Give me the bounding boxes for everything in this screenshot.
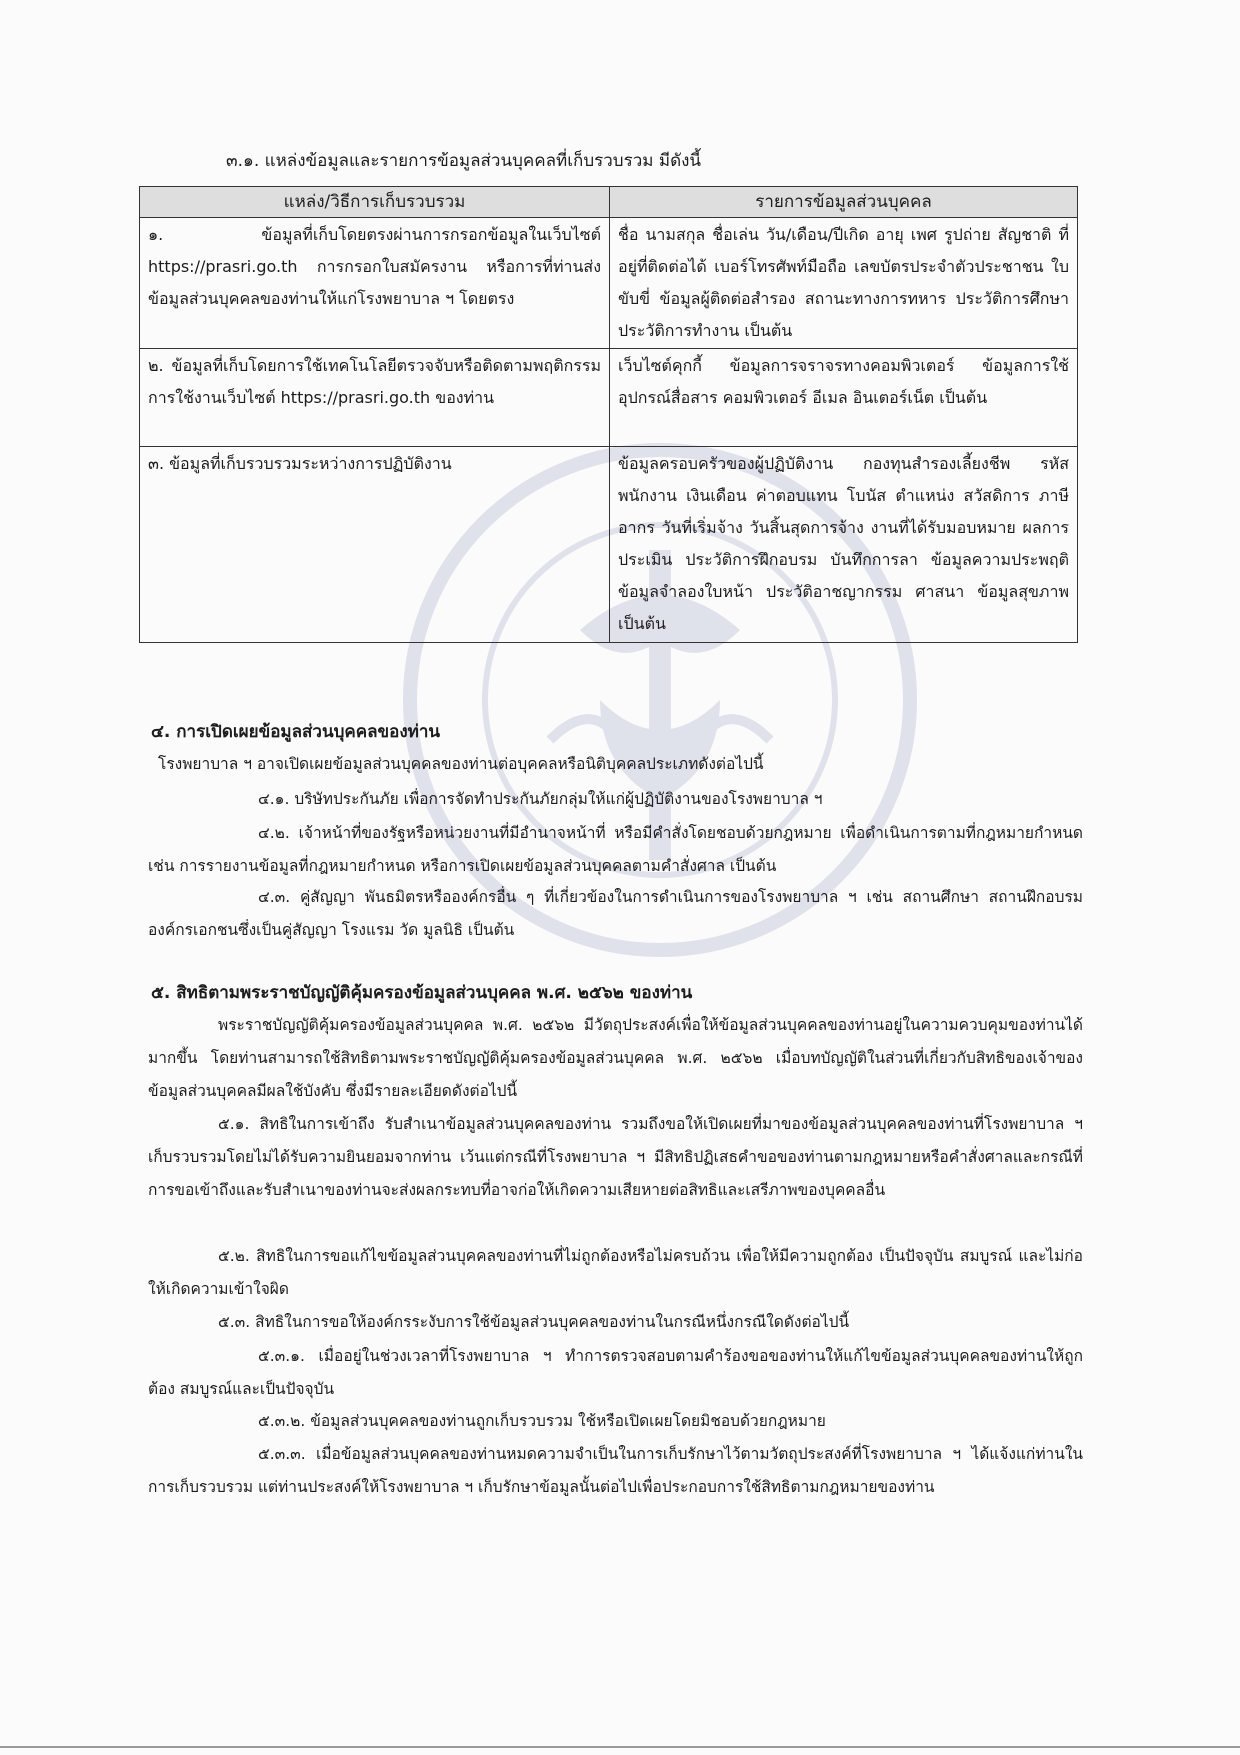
section-5-item-2: ๕.๒. สิทธิในการขอแก้ไขข้อมูลส่วนบุคคลของท่านที่ไม่ถูกต้องหรือไม่ครบถ้วน เพื่อให้มีความถูกต้อง เป็นปัจจุบัน สมบูรณ์ และไม่ก่อให้เกิดความเข้าใจผิด bbox=[148, 1247, 1083, 1298]
section-4-item-3: ๔.๓. คู่สัญญา พันธมิตรหรือองค์กรอื่น ๆ ที่เกี่ยวข้องในการดำเนินการของโรงพยาบาล ฯ เช่น สถานศึกษา สถานฝึกอบรม องค์กรเอกชนซึ่งเป็นคู่สัญญา โรงแรม วัด มูลนิธิ เป็นต้น bbox=[148, 888, 1083, 939]
table-header-row bbox=[140, 187, 1078, 218]
table-cell-source: ๓. ข้อมูลที่เก็บรวบรวมระหว่างการปฏิบัติงาน bbox=[140, 447, 610, 643]
table-cell-items: ข้อมูลครอบครัวของผู้ปฏิบัติงาน กองทุนสำรองเลี้ยงชีพ รหัสพนักงาน เงินเดือน ค่าตอบแทน โบนัส ตำแหน่ง สวัสดิการ ภาษีอากร วันที่เริ่มจ้าง วันสิ้นสุดการจ้าง งานที่ได้รับมอบหมาย ผลการประเมิน ประวัติการฝึกอบรม บันทึกการลา ข้อมูลความประพฤติ ข้อมูลจำลองใบหน้า ประวัติอาชญากรรม ศาสนา ข้อมูลสุขภาพ เป็นต้น bbox=[610, 447, 1078, 643]
section-5-intro: พระราชบัญญัติคุ้มครองข้อมูลส่วนบุคคล พ.ศ. ๒๕๖๒ มีวัตถุประสงค์เพื่อให้ข้อมูลส่วนบุคคลของท่านอยู่ในความควบคุมของท่านได้มากขึ้น โดยท่านสามารถใช้สิทธิตามพระราชบัญญัติคุ้มครองข้อมูลส่วนบุคคล พ.ศ. ๒๕๖๒ เมื่อบทบัญญัติในส่วนที่เกี่ยวกับสิทธิของเจ้าของข้อมูลส่วนบุคคลมีผลใช้บังคับ ซึ่งมีรายละเอียดดังต่อไปนี้ bbox=[148, 1016, 1083, 1100]
section-5-title: ๕. สิทธิตามพระราชบัญญัติคุ้มครองข้อมูลส่วนบุคคล พ.ศ. ๒๕๖๒ ของท่าน bbox=[151, 983, 693, 1003]
table-header-source: แหล่ง/วิธีการเก็บรวบรวม bbox=[140, 187, 610, 218]
section-5-item-3-3: ๕.๓.๓. เมื่อข้อมูลส่วนบุคคลของท่านหมดความจำเป็นในการเก็บรักษาไว้ตามวัตถุประสงค์ที่โรงพยาบาล ฯ ได้แจ้งแก่ท่านในการเก็บรวบรวม แต่ท่านประสงค์ให้โรงพยาบาล ฯ เก็บรักษาข้อมูลนั้นต่อไปเพื่อประกอบการใช้สิทธิตามกฎหมายของท่าน bbox=[148, 1445, 1083, 1496]
table-cell-items: ชื่อ นามสกุล ชื่อเล่น วัน/เดือน/ปีเกิด อายุ เพศ รูปถ่าย สัญชาติ ที่อยู่ที่ติดต่อได้ เบอร์โทรศัพท์มือถือ เลขบัตรประจำตัวประชาชน ใบขับขี่ ข้อมูลผู้ติดต่อสำรอง สถานะทางการทหาร ประวัติการศึกษา ประวัติการทำงาน เป็นต้น bbox=[610, 218, 1078, 349]
section-5-item-3: ๕.๓. สิทธิในการขอให้องค์กรระงับการใช้ข้อมูลส่วนบุคคลของท่านในกรณีหนึ่งกรณีใดดังต่อไปนี้ bbox=[218, 1313, 850, 1331]
section-4-intro: โรงพยาบาล ฯ อาจเปิดเผยข้อมูลส่วนบุคคลของท่านต่อบุคคลหรือนิติบุคคลประเภทดังต่อไปนี้ bbox=[158, 755, 764, 773]
table-header-items: รายการข้อมูลส่วนบุคคล bbox=[610, 187, 1078, 218]
table-row bbox=[140, 218, 1078, 349]
table-caption: ๓.๑. แหล่งข้อมูลและรายการข้อมูลส่วนบุคคลที่เก็บรวบรวม มีดังนี้ bbox=[226, 151, 702, 171]
table-cell-items: เว็บไซต์คุกกี้ ข้อมูลการจราจรทางคอมพิวเตอร์ ข้อมูลการใช้อุปกรณ์สื่อสาร คอมพิวเตอร์ อีเมล อินเตอร์เน็ต เป็นต้น bbox=[610, 349, 1078, 447]
section-5-item-1: ๕.๑. สิทธิในการเข้าถึง รับสำเนาข้อมูลส่วนบุคคลของท่าน รวมถึงขอให้เปิดเผยที่มาของข้อมูลส่วนบุคคลของท่านที่โรงพยาบาล ฯ เก็บรวบรวมโดยไม่ได้รับความยินยอมจากท่าน เว้นแต่กรณีที่โรงพยาบาล ฯ มีสิทธิปฏิเสธคำขอของท่านตามกฎหมายหรือคำสั่งศาลและกรณีที่การขอเข้าถึงและรับสำเนาของท่านจะส่งผลกระทบที่อาจก่อให้เกิดความเสียหายต่อสิทธิและเสรีภาพของบุคคลอื่น bbox=[148, 1115, 1083, 1199]
data-source-table bbox=[139, 186, 1078, 643]
section-4-item-2: ๔.๒. เจ้าหน้าที่ของรัฐหรือหน่วยงานที่มีอำนาจหน้าที่ หรือมีคำสั่งโดยชอบด้วยกฎหมาย เพื่อดำเนินการตามที่กฎหมายกำหนด เช่น การรายงานข้อมูลที่กฎหมายกำหนด หรือการเปิดเผยข้อมูลส่วนบุคคลตามคำสั่งศาล เป็นต้น bbox=[148, 824, 1083, 875]
table-cell-source: ๒. ข้อมูลที่เก็บโดยการใช้เทคโนโลยีตรวจจับหรือติดตามพฤติกรรมการใช้งานเว็บไซต์ https://prasri.go.th ของท่าน bbox=[140, 349, 610, 447]
table-cell-source: ๑. ข้อมูลที่เก็บโดยตรงผ่านการกรอกข้อมูลในเว็บไซต์ https://prasri.go.th การกรอกใบสมัครงาน หรือการที่ท่านส่งข้อมูลส่วนบุคคลของท่านให้แก่โรงพยาบาล ฯ โดยตรง bbox=[140, 218, 610, 349]
section-5-item-3-2: ๕.๓.๒. ข้อมูลส่วนบุคคลของท่านถูกเก็บรวบรวม ใช้หรือเปิดเผยโดยมิชอบด้วยกฎหมาย bbox=[258, 1412, 826, 1430]
section-4-title: ๔. การเปิดเผยข้อมูลส่วนบุคคลของท่าน bbox=[151, 722, 441, 742]
table-row bbox=[140, 447, 1078, 643]
page-bottom-edge bbox=[0, 1746, 1240, 1748]
section-4-item-1: ๔.๑. บริษัทประกันภัย เพื่อการจัดทำประกันภัยกลุ่มให้แก่ผู้ปฏิบัติงานของโรงพยาบาล ฯ bbox=[258, 790, 823, 808]
table-row bbox=[140, 349, 1078, 447]
section-5-item-3-1: ๕.๓.๑. เมื่ออยู่ในช่วงเวลาที่โรงพยาบาล ฯ ทำการตรวจสอบตามคำร้องขอของท่านให้แก้ไขข้อมูลส่วนบุคคลของท่านให้ถูกต้อง สมบูรณ์และเป็นปัจจุบัน bbox=[148, 1347, 1083, 1398]
